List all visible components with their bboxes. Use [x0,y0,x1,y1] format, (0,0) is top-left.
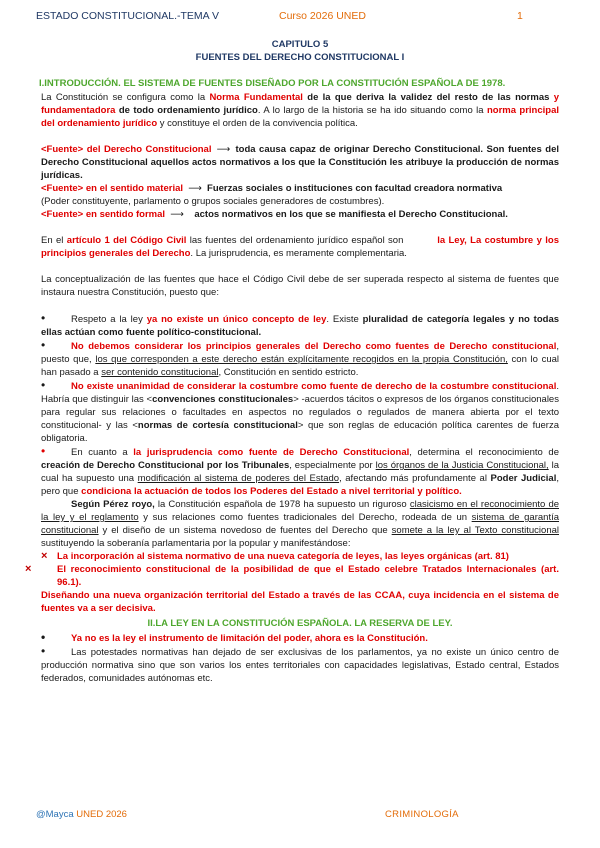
ccaa-paragraph: Diseñando una nueva organización territorial del Estado a través de las CCAA, cuya incidencia en el sistema de fuentes va a ser decisiva. [41,590,559,614]
bullet-icon [41,379,71,393]
section-1-heading: I.INTRODUCCIÓN. EL SISTEMA DE FUENTES DISEÑADO POR LA CONSTITUCIÓN ESPAÑOLA DE 1978. [39,78,506,89]
chapter-title: FUENTES DEL DERECHO CONSTITUCIONAL I [195,52,405,63]
footer-subject: CRIMINOLOGÍA [385,809,459,820]
bullet-icon [41,631,71,645]
perez-royo-paragraph: Según Pérez royo, la Constitución española de 1978 ha supuesto un riguroso clasicismo en el reconocimiento de la ley y el reglamento y sus relaciones como fuentes tradicionales del Derecho, rodeada de un sistema de garantía constitucional y el diseño de un sistema novedoso de fuentes del Derecho que somete a la ley al Texto constitucional sustituyendo la soberanía parlamentaria por la popular y manifestándose: [41,499,560,549]
fuente-formal: <Fuente> en sentido formal⟶ actos normativos en los que se manifiesta el Derecho Constitucional. [41,208,559,221]
fuente-material-note: (Poder constituyente, parlamento o grupos sociales generadores de costumbres). [41,196,385,207]
fuente-material: <Fuente> en el sentido material⟶ Fuerzas sociales o instituciones con facultad creadora normativa [41,182,559,195]
header-course: Curso 2026 UNED [279,10,366,22]
bullet-icon [41,445,71,459]
bullet-costumbre: •No existe unanimidad de considerar la costumbre como fuente de derecho de la costumbre constitucional. Habría que distinguir las <convenciones constitucionales> -acuerdos tácitos o expresos de los órganos constitucionales para regular sus relaciones o facultades en aspectos no regulados o regulados de manera abierta por el texto constitucional- y las <normas de cortesía constitucional> que son reglas de educación política carentes de fuerza obligatoria. [41,379,559,445]
bullet-icon [41,645,71,659]
x-mark-icon [41,550,57,563]
bullet-jurisprudencia: •En cuanto a la jurisprudencia como fuente de Derecho Constitucional, determina el reconocimiento de creación de Derecho Constitucional por los Tribunales, especialmente por los órganos de la Justicia Constitucional, la cual ha supuesto una modificación al sistema de poderes del Estado, afectando más profundamente al Poder Judicial, pero que condiciona la actuación de todos los Poderes del Estado a nivel territorial y político. [41,445,559,498]
bullet-limitacion-poder: •Ya no es la ley el instrumento de limitación del poder, ahora es la Constitución. [41,631,559,645]
list-item-leyes-organicas: ×La incorporación al sistema normativo de una nueva categoría de leyes, las leyes orgánicas (art. 81) [41,550,559,563]
bullet-ley: •Respeto a la ley ya no existe un único concepto de ley. Existe pluralidad de categoría legales y no todas ellas actúan como fuente político-constitucional. [41,312,559,339]
section-2-heading: II.LA LEY EN LA CONSTITUCIÓN ESPAÑOLA. LA RESERVA DE LEY. [147,618,453,629]
footer-course: UNED 2026 [76,809,127,820]
document-body [41,34,559,685]
conceptualization-paragraph: La conceptualización de las fuentes que hace el Código Civil debe de ser superada respecto al sistema de fuentes que instaura nuestra Constitución, puesto que: [41,274,559,298]
list-item-tratados: ×El reconocimiento constitucional de la posibilidad de que el Estado celebre Tratados Internacionales (art. 96.1). [41,563,559,589]
codigo-civil-paragraph: En el artículo 1 del Código Civil las fuentes del ordenamiento jurídico español son la Ley, La costumbre y los principios generales del Derecho. La jurisprudencia, es meramente complementaria. [41,235,559,259]
x-mark-icon [41,563,57,576]
chapter-number: CAPITULO 5 [271,39,329,50]
bullet-potestades: •Las potestades normativas han dejado de ser exclusivas de los parlamentos, ya no existe un único centro de producción normativa sino que son varios los entes territoriales con capacidades legislativas, Estado central, Estados federados, comunidades autónomas etc. [41,645,559,685]
intro-paragraph: La Constitución se configura como la Norma Fundamental de la que deriva la validez del resto de las normas y fundamentadora de todo ordenamiento jurídico. A lo largo de la historia se ha ido situando como la norma principal del ordenamiento jurídico y constituye el orden de la convivencia política. [41,92,559,129]
bullet-principios: •No debemos considerar los principios generales del Derecho como fuentes de Derecho constitucional, puesto que, los que corresponden a este derecho están explícitamente recogidos en la propia Constitución, con lo cual han pasado a ser contenido constitucional, Constitución en sentido estricto. [41,339,559,379]
bullet-icon [41,312,71,326]
arrow-right-icon [211,143,235,156]
footer-author: @Mayca UNED 2026 [36,809,127,820]
page-header [36,10,566,26]
arrow-right-icon [165,208,189,221]
bullet-icon [41,339,71,353]
arrow-right-icon [183,182,207,195]
fuente-definition: <Fuente> del Derecho Constitucional⟶ toda causa capaz de originar Derecho Constitucional. Son fuentes del Derecho Constitucional aquellos actos normativos a los que la Constitución les atribuye la producción de normas jurídicas. [41,143,559,182]
page-footer [36,809,566,823]
page-number: 1 [517,10,523,22]
header-title: ESTADO CONSTITUCIONAL.-TEMA V [36,10,219,22]
